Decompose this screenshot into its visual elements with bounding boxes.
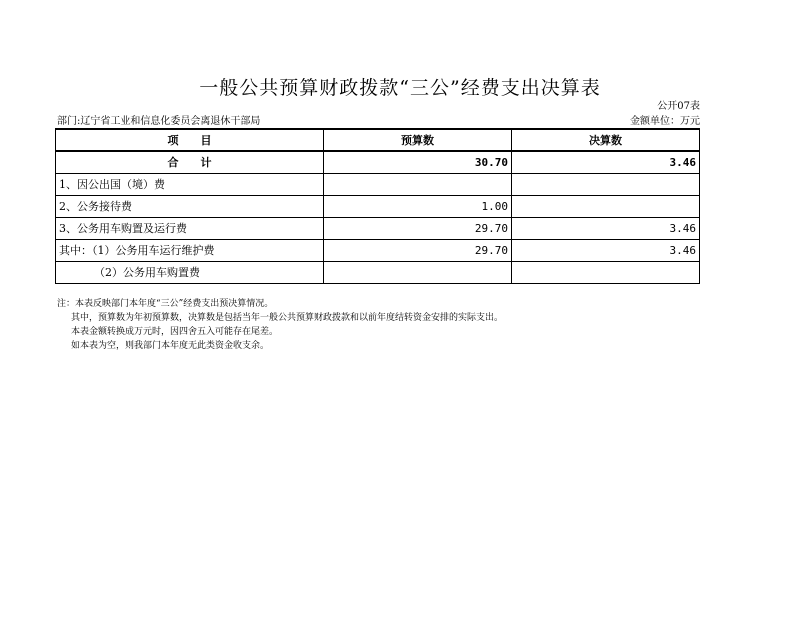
row-item: 其中：（1）公务用车运行维护费 [56, 239, 324, 261]
table-row [56, 239, 700, 261]
row-budget: 29.70 [324, 217, 512, 239]
expenditure-table [55, 128, 700, 284]
row-budget: 1.00 [324, 195, 512, 217]
note-line: 如本表为空，则我部门本年度无此类资金收支余。 [71, 341, 270, 351]
table-row [56, 261, 700, 283]
row-final [512, 195, 700, 217]
row-budget [324, 261, 512, 283]
header-final: 决算数 [512, 129, 700, 151]
table-row [56, 195, 700, 217]
row-item: 1、因公出国（境）费 [56, 173, 324, 195]
row-final: 3.46 [512, 239, 700, 261]
table-row [56, 217, 700, 239]
note-line: 注：本表反映部门本年度“三公”经费支出预决算情况。 [57, 299, 274, 309]
form-code: 公开07表 [657, 101, 700, 112]
note-line: 其中，预算数为年初预算数，决算数是包括当年一般公共预算财政拨款和以前年度结转资金安排的实际支出。 [71, 313, 504, 323]
row-item: 3、公务用车购置及运行费 [56, 217, 324, 239]
row-budget [324, 173, 512, 195]
table-title: 一般公共预算财政拨款“三公”经费支出决算表 [199, 77, 601, 99]
note-line: 本表金额转换成万元时，因四舍五入可能存在尾差。 [71, 327, 279, 337]
table-header-row [56, 129, 700, 151]
header-budget: 预算数 [324, 129, 512, 151]
header-item: 项 目 [56, 129, 324, 151]
row-budget: 30.70 [324, 151, 512, 173]
row-final [512, 173, 700, 195]
row-budget: 29.70 [324, 239, 512, 261]
row-item: 2、公务接待费 [56, 195, 324, 217]
table-row-total [56, 151, 700, 173]
row-final [512, 261, 700, 283]
row-item: 合 计 [56, 151, 324, 173]
row-final: 3.46 [512, 151, 700, 173]
footnotes [57, 297, 503, 353]
row-final: 3.46 [512, 217, 700, 239]
unit-label: 金额单位：万元 [630, 116, 700, 127]
row-item: （2）公务用车购置费 [56, 261, 324, 283]
department-label: 部门:辽宁省工业和信息化委员会离退休干部局 [57, 116, 261, 127]
table-row [56, 173, 700, 195]
